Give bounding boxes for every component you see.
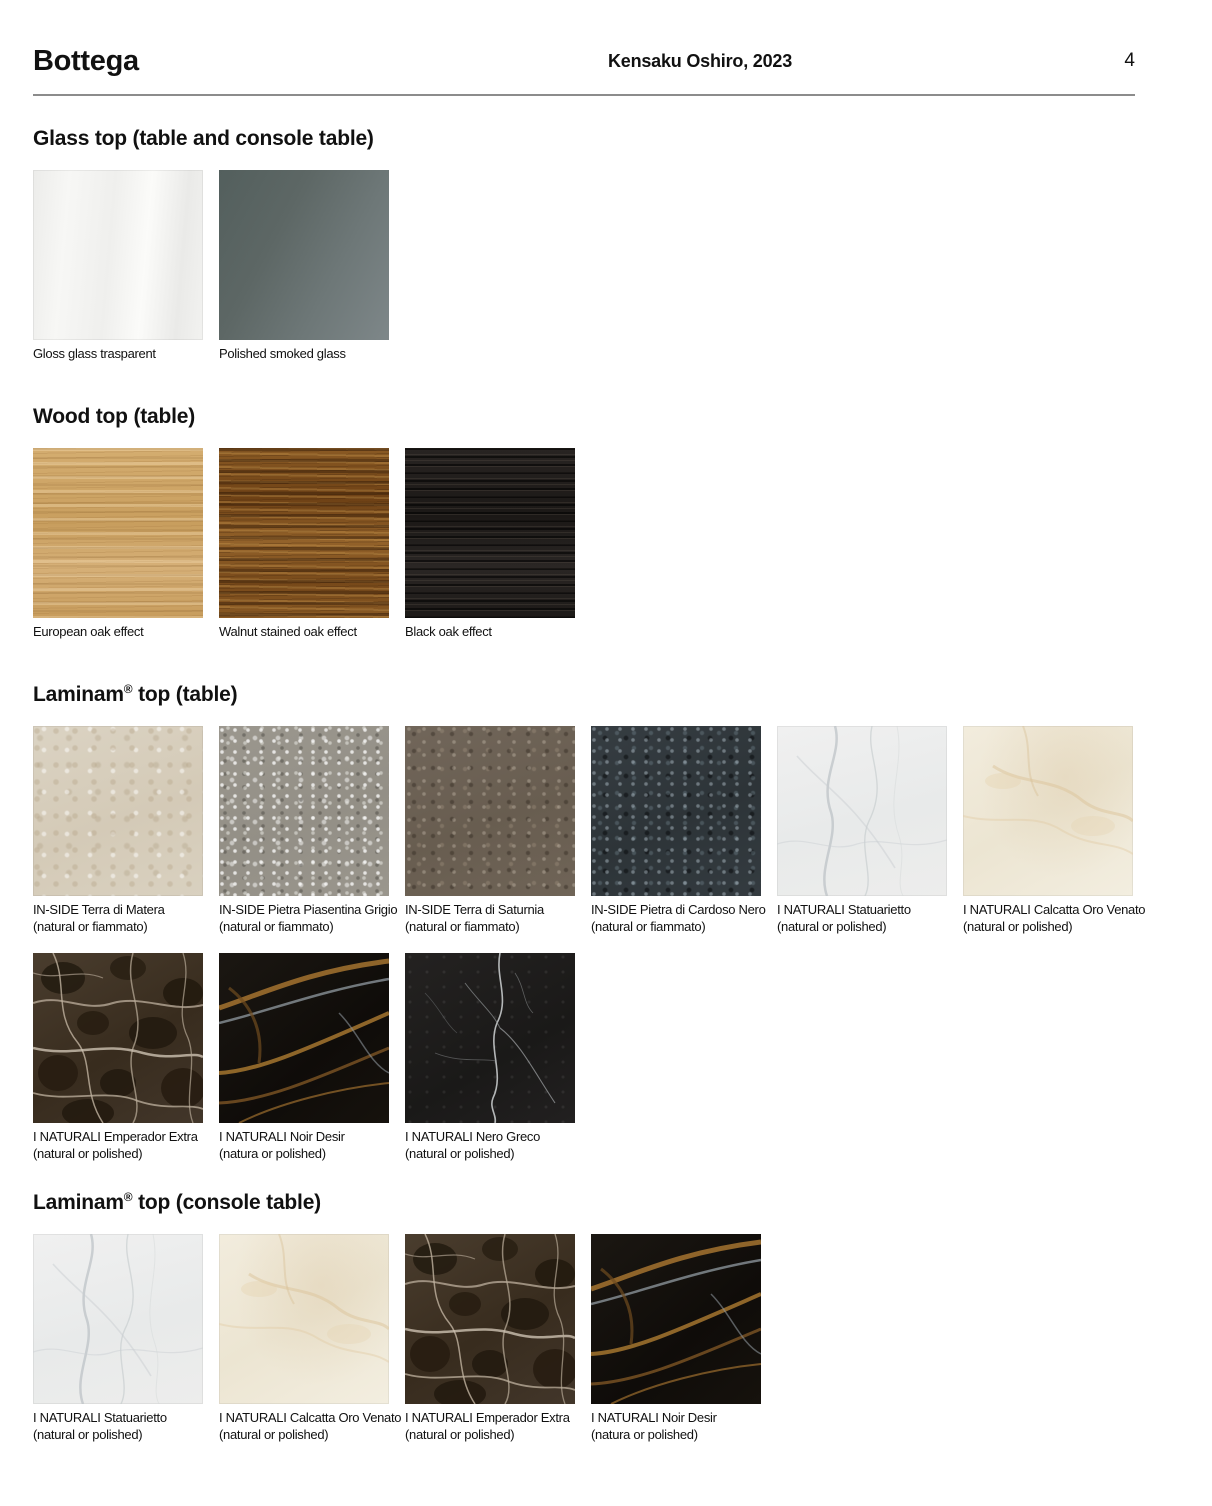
- marble-veins-graphic: [777, 726, 947, 896]
- marble-veins-graphic: [963, 726, 1133, 896]
- swatch-caption: [33, 1128, 223, 1162]
- swatch-caption: [591, 901, 781, 935]
- section-wood-top: [33, 404, 1135, 640]
- swatch-caption: [219, 901, 409, 935]
- section-heading: [33, 404, 1135, 430]
- swatch-tile: [33, 170, 203, 362]
- swatch-variant: (natural or polished): [33, 1146, 143, 1161]
- swatch-name: I NATURALI Statuarietto: [33, 1410, 167, 1425]
- swatch-tile: [591, 1234, 761, 1443]
- material-swatch-emperador-extra: [405, 1234, 575, 1404]
- swatch-tile: [591, 726, 766, 935]
- material-swatch-calcatta-oro: [963, 726, 1133, 896]
- swatch-name: I NATURALI Noir Desir: [219, 1129, 345, 1144]
- marble-veins-graphic: [405, 1234, 575, 1404]
- swatch-name: I NATURALI Emperador Extra: [33, 1129, 198, 1144]
- section-laminam-table: [33, 682, 1146, 1162]
- swatch-caption: [777, 901, 967, 935]
- swatch-row: [33, 726, 1146, 935]
- heading-text-rest: top (table): [132, 683, 238, 706]
- swatch-caption: [33, 345, 223, 362]
- swatch-variant: (natural or fiammato): [219, 919, 334, 934]
- swatch-caption: [219, 1409, 409, 1443]
- swatch-tile: [405, 953, 575, 1162]
- registered-mark: ®: [123, 1190, 133, 1204]
- swatch-tile: [33, 448, 203, 640]
- swatch-name: I NATURALI Calcatta Oro Venato: [219, 1410, 402, 1425]
- section-glass-top: [33, 126, 1135, 362]
- swatch-variant: (natura or polished): [219, 1146, 326, 1161]
- swatch-tile: [219, 726, 398, 935]
- swatch-name: I NATURALI Nero Greco: [405, 1129, 541, 1144]
- swatch-variant: (natural or polished): [963, 919, 1073, 934]
- heading-text: Laminam: [33, 1191, 124, 1214]
- swatch-variant: (natural or fiammato): [591, 919, 706, 934]
- marble-veins-graphic: [219, 953, 389, 1123]
- swatch-row: [33, 1234, 1135, 1443]
- heading-text: Laminam: [33, 683, 124, 706]
- heading-text: Wood top (table): [33, 405, 196, 428]
- swatch-row: [33, 170, 1135, 362]
- swatch-name: IN-SIDE Terra di Saturnia: [405, 902, 544, 917]
- swatch-name: IN-SIDE Pietra Piasentina Grigio: [219, 902, 398, 917]
- heading-text-rest: top (console table): [132, 1191, 321, 1214]
- material-swatch-calcatta-oro: [219, 1234, 389, 1404]
- swatch-caption: [219, 345, 409, 362]
- section-heading: [33, 126, 1135, 152]
- swatch-variant: (natura or polished): [591, 1427, 698, 1442]
- swatch-caption: [963, 901, 1153, 935]
- swatch-name: European oak effect: [33, 624, 144, 639]
- material-swatch-terra-di-matera: [33, 726, 203, 896]
- swatch-row: [33, 953, 1135, 1162]
- swatch-tile: [219, 953, 389, 1162]
- material-swatch-european-oak: [33, 448, 203, 618]
- swatch-tile: [219, 170, 389, 362]
- swatch-name: Black oak effect: [405, 624, 492, 639]
- page-header: [33, 0, 1135, 96]
- material-swatch-pietra-piasentina: [219, 726, 389, 896]
- swatch-variant: (natural or polished): [219, 1427, 329, 1442]
- swatch-tile: [405, 448, 575, 640]
- swatch-name: IN-SIDE Pietra di Cardoso Nero: [591, 902, 766, 917]
- swatch-name: Polished smoked glass: [219, 346, 346, 361]
- swatch-tile: [33, 953, 203, 1162]
- material-swatch-nero-greco: [405, 953, 575, 1123]
- swatch-name: I NATURALI Statuarietto: [777, 902, 911, 917]
- marble-veins-graphic: [219, 1234, 389, 1404]
- swatch-variant: (natural or polished): [33, 1427, 143, 1442]
- swatch-variant: (natural or polished): [777, 919, 887, 934]
- swatch-caption: [33, 1409, 223, 1443]
- material-swatch-smoked-glass: [219, 170, 389, 340]
- swatch-caption: [33, 623, 223, 640]
- swatch-caption: [405, 901, 595, 935]
- material-swatch-statuarietto: [777, 726, 947, 896]
- swatch-caption: [405, 1409, 595, 1443]
- swatch-caption: [219, 1128, 409, 1162]
- material-swatch-noir-desir: [219, 953, 389, 1123]
- swatch-tile: [405, 726, 575, 935]
- swatch-name: I NATURALI Calcatta Oro Venato: [963, 902, 1146, 917]
- section-heading: [33, 682, 1135, 708]
- swatch-variant: (natural or polished): [405, 1427, 515, 1442]
- swatch-caption: [405, 1128, 595, 1162]
- material-swatch-emperador-extra: [33, 953, 203, 1123]
- material-swatch-gloss-glass: [33, 170, 203, 340]
- material-swatch-pietra-di-cardoso: [591, 726, 761, 896]
- material-swatch-terra-di-saturnia: [405, 726, 575, 896]
- swatch-tile: [33, 726, 203, 935]
- swatch-tile: [33, 1234, 203, 1443]
- registered-mark: ®: [123, 682, 133, 696]
- marble-veins-graphic: [405, 953, 575, 1123]
- catalog-page: [33, 0, 1146, 1443]
- marble-veins-graphic: [33, 1234, 203, 1404]
- material-swatch-statuarietto: [33, 1234, 203, 1404]
- heading-text: Glass top (table and console table): [33, 127, 374, 150]
- swatch-name: IN-SIDE Terra di Matera: [33, 902, 165, 917]
- material-swatch-noir-desir: [591, 1234, 761, 1404]
- swatch-row: [33, 448, 1135, 640]
- swatch-tile: [219, 1234, 402, 1443]
- marble-veins-graphic: [591, 1234, 761, 1404]
- material-swatch-walnut-oak: [219, 448, 389, 618]
- swatch-caption: [219, 623, 409, 640]
- swatch-tile: [405, 1234, 575, 1443]
- swatch-name: I NATURALI Noir Desir: [591, 1410, 717, 1425]
- swatch-tile: [963, 726, 1146, 935]
- page-number: 4: [1124, 50, 1135, 71]
- swatch-tile: [219, 448, 389, 640]
- swatch-variant: (natural or fiammato): [405, 919, 520, 934]
- section-laminam-console: [33, 1190, 1135, 1443]
- brand-name: Bottega: [33, 45, 139, 77]
- swatch-caption: [405, 623, 595, 640]
- material-swatch-black-oak: [405, 448, 575, 618]
- marble-veins-graphic: [33, 953, 203, 1123]
- swatch-name: I NATURALI Emperador Extra: [405, 1410, 570, 1425]
- swatch-caption: [33, 901, 223, 935]
- section-heading: [33, 1190, 1135, 1216]
- swatch-caption: [591, 1409, 781, 1443]
- swatch-variant: (natural or polished): [405, 1146, 515, 1161]
- swatch-variant: (natural or fiammato): [33, 919, 148, 934]
- swatch-name: Walnut stained oak effect: [219, 624, 357, 639]
- document-title: Kensaku Oshiro, 2023: [607, 51, 793, 71]
- swatch-tile: [777, 726, 947, 935]
- swatch-name: Gloss glass trasparent: [33, 346, 156, 361]
